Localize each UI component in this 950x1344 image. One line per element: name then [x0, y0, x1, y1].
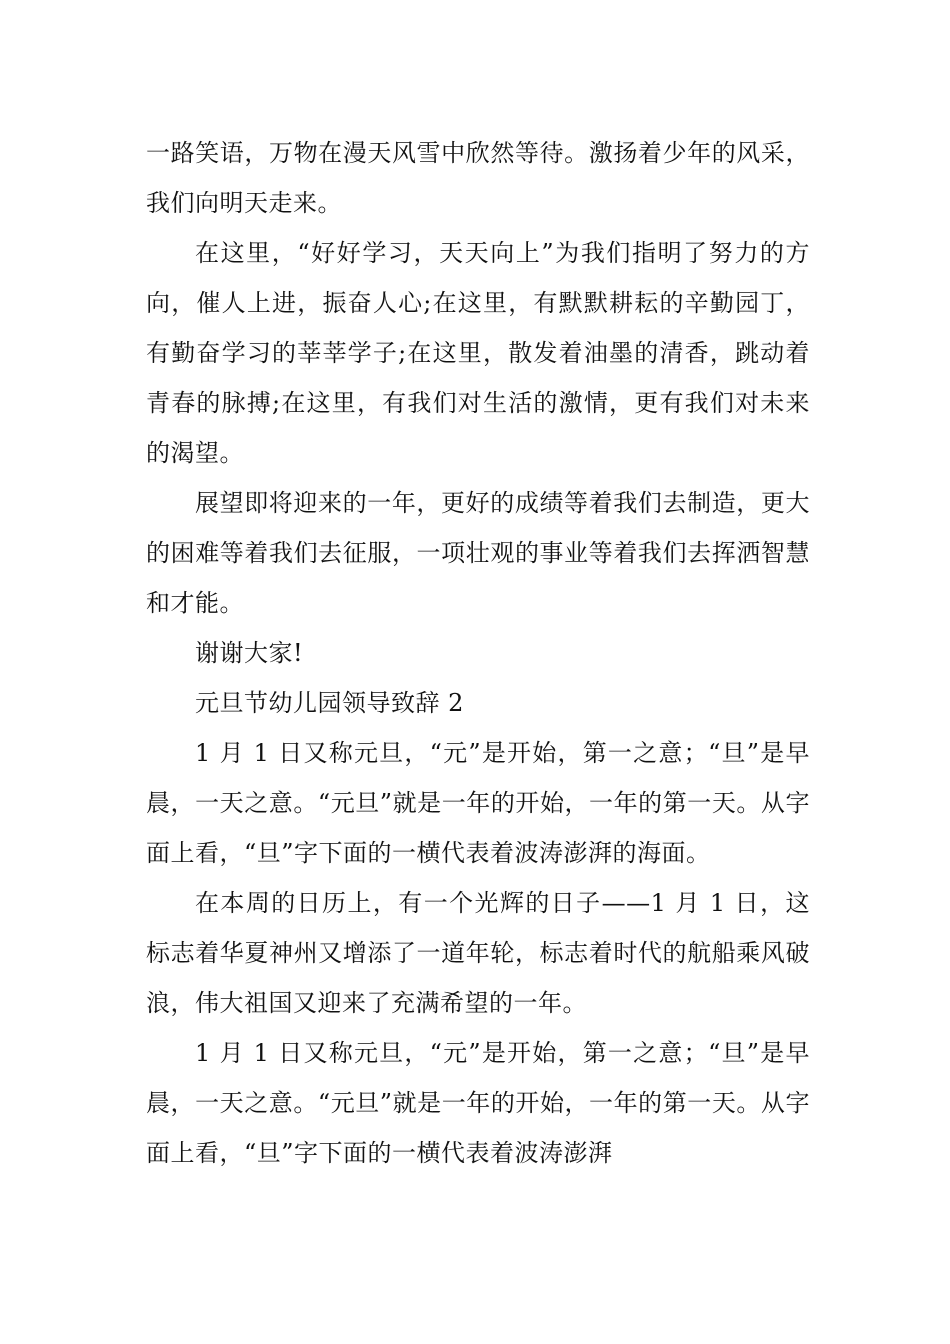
paragraph-calendar: 在本周的日历上，有一个光辉的日子——1 月 1 日，这标志着华夏神州又增添了一道年轮，标志着时代的航船乘风破浪，伟大祖国又迎来了充满希望的一年。	[146, 889, 810, 1017]
paragraph-thanks: 谢谢大家!	[195, 639, 304, 667]
paragraph-continuation: 一路笑语，万物在漫天风雪中欣然等待。激扬着少年的风采，我们向明天走来。	[146, 139, 810, 217]
paragraph-here: 在这里，“好好学习，天天向上”为我们指明了努力的方向，催人上进，振奋人心;在这里，有默默耕耘的辛勤园丁，有勤奋学习的莘莘学子;在这里，散发着油墨的清香，跳动着青春的脉搏;在这里，有我们对生活的激情，更有我们对未来的渴望。	[146, 239, 810, 467]
section-heading: 元旦节幼儿园领导致辞 2	[195, 689, 464, 717]
document-page	[146, 128, 810, 1178]
paragraph-outlook: 展望即将迎来的一年，更好的成绩等着我们去制造，更大的困难等着我们去征服，一项壮观的事业等着我们去挥洒智慧和才能。	[146, 489, 810, 617]
paragraph-new-year-meaning-repeat: 1 月 1 日又称元旦，“元”是开始，第一之意；“旦”是早晨，一天之意。“元旦”就是一年的开始，一年的第一天。从字面上看，“旦”字下面的一横代表着波涛澎湃	[146, 1039, 810, 1167]
paragraph-new-year-meaning: 1 月 1 日又称元旦，“元”是开始，第一之意；“旦”是早晨，一天之意。“元旦”就是一年的开始，一年的第一天。从字面上看，“旦”字下面的一横代表着波涛澎湃的海面。	[146, 739, 810, 867]
